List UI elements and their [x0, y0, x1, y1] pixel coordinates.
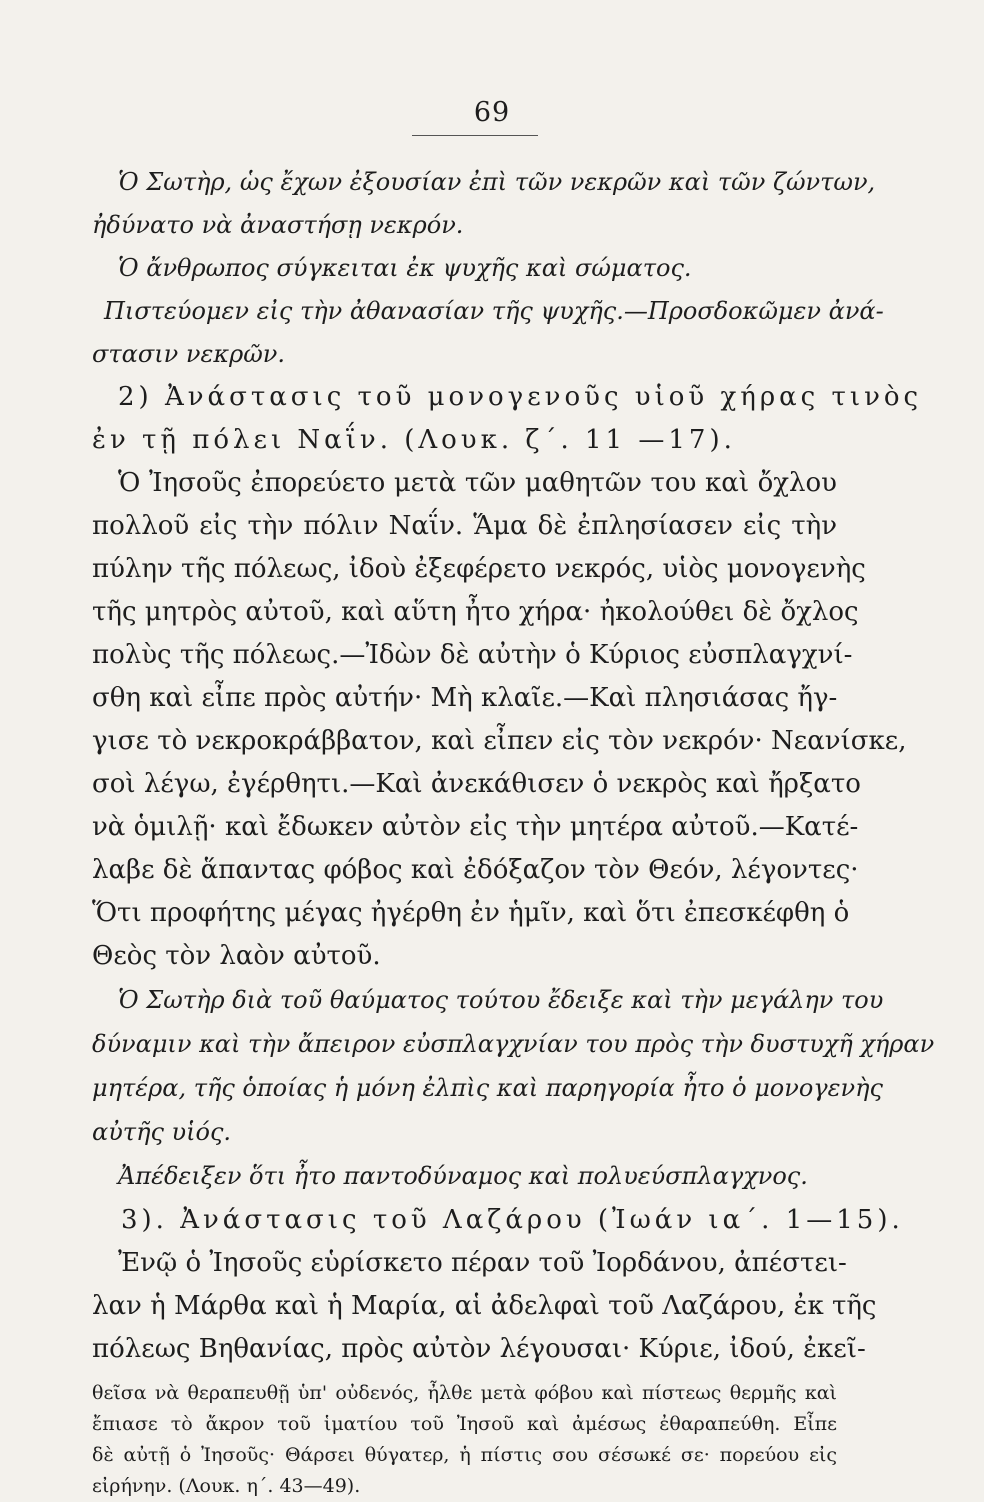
- text-line: πολὺς τῆς πόλεως.—Ἰδὼν δὲ αὐτὴν ὁ Κύριος εὐσπλαγχνί-: [92, 640, 853, 670]
- text-line: Ὁ ἄνθρωπος σύγκειται ἐκ ψυχῆς καὶ σώματος.: [118, 254, 692, 282]
- text-line: πολλοῦ εἰς τὴν πόλιν Ναΐν. Ἅμα δὲ ἐπλησίασεν εἰς τὴν: [92, 511, 837, 541]
- text-line: Ἐνῷ ὁ Ἰησοῦς εὑρίσκετο πέραν τοῦ Ἰορδάνου, ἀπέστει-: [118, 1248, 847, 1278]
- text-line: Ὁ Ἰησοῦς ἐπορεύετο μετὰ τῶν μαθητῶν του καὶ ὄχλου: [118, 468, 837, 498]
- text-line: τῆς μητρὸς αὐτοῦ, καὶ αὕτη ἦτο χήρα· ἠκολούθει δὲ ὄχλος: [92, 597, 859, 627]
- text-line: ἐν τῇ πόλει Ναΐν. (Λουκ. ζ΄. 11 —17).: [92, 425, 736, 455]
- text-line: νὰ ὁμιλῇ· καὶ ἔδωκεν αὐτὸν εἰς τὴν μητέρα αὐτοῦ.—Κατέ-: [92, 812, 859, 842]
- text-line: γισε τὸ νεκροκράββατον, καὶ εἶπεν εἰς τὸν νεκρόν· Νεανίσκε,: [92, 726, 907, 756]
- text-line: Ὅτι προφήτης μέγας ἠγέρθη ἐν ἡμῖν, καὶ ὅτι ἐπεσκέφθη ὁ: [92, 898, 850, 928]
- text-line: πύλην τῆς πόλεως, ἰδοὺ ἐξεφέρετο νεκρός, υἱὸς μονογενὴς: [92, 554, 866, 584]
- text-line: δύναμιν καὶ τὴν ἄπειρον εὐσπλαγχνίαν του πρὸς τὴν δυστυχῆ χήραν: [92, 1030, 935, 1058]
- text-line: πόλεως Βηθανίας, πρὸς αὐτὸν λέγουσαι· Κύριε, ἰδού, ἐκεῖ-: [92, 1334, 866, 1364]
- footnote-line: δὲ αὐτῇ ὁ Ἰησοῦς· Θάρσει θύγατερ, ἡ πίστις σου σέσωκέ σε· πορεύου εἰς: [92, 1444, 837, 1466]
- text-line: Ὁ Σωτὴρ, ὡς ἔχων ἐξουσίαν ἐπὶ τῶν νεκρῶν καὶ τῶν ζώντων,: [118, 168, 876, 196]
- text-line: Θεὸς τὸν λαὸν αὐτοῦ.: [92, 941, 381, 971]
- text-line: λαβε δὲ ἅπαντας φόβος καὶ ἐδόξαζον τὸν Θεόν, λέγοντες·: [92, 855, 859, 885]
- text-line: σθη καὶ εἶπε πρὸς αὐτήν· Μὴ κλαῖε.—Καὶ πλησιάσας ἤγ-: [92, 683, 838, 713]
- text-line: 3). Ἀνάστασις τοῦ Λαζάρου (Ἰωάν ια΄. 1—15).: [121, 1205, 904, 1235]
- text-line: 2) Ἀνάστασις τοῦ μονογενοῦς υἱοῦ χήρας τινὸς: [118, 382, 923, 412]
- text-line: Ὁ Σωτὴρ διὰ τοῦ θαύματος τούτου ἔδειξε καὶ τὴν μεγάλην του: [118, 986, 884, 1014]
- text-line: Πιστεύομεν εἰς τὴν ἀθανασίαν τῆς ψυχῆς.—Προσδοκῶμεν ἀνά-: [104, 297, 884, 325]
- header-rule: [412, 135, 538, 136]
- footnote-line: εἰρήνην. (Λουκ. η΄. 43—49).: [92, 1475, 361, 1497]
- text-line: μητέρα, τῆς ὁποίας ἡ μόνη ἐλπὶς καὶ παρηγορία ἦτο ὁ μονογενὴς: [92, 1074, 883, 1102]
- footnote-line: ἔπιασε τὸ ἄκρον τοῦ ἱματίου τοῦ Ἰησοῦ καὶ ἀμέσως ἐθαραπεύθη. Εἶπε: [92, 1413, 837, 1435]
- text-line: λαν ἡ Μάρθα καὶ ἡ Μαρία, αἱ ἀδελφαὶ τοῦ Λαζάρου, ἐκ τῆς: [92, 1291, 877, 1321]
- text-line: ἠδύνατο νὰ ἀναστήσῃ νεκρόν.: [92, 211, 464, 239]
- page-number: 69: [473, 97, 511, 128]
- footnote-line: θεῖσα νὰ θεραπευθῇ ὑπ' οὐδενός, ἦλθε μετὰ φόβου καὶ πίστεως θερμῆς καὶ: [92, 1382, 837, 1404]
- text-line: αὐτῆς υἱός.: [92, 1118, 232, 1146]
- text-line: Ἀπέδειξεν ὅτι ἦτο παντοδύναμος καὶ πολυεύσπλαγχνος.: [118, 1162, 808, 1190]
- text-line: σοὶ λέγω, ἐγέρθητι.—Καὶ ἀνεκάθισεν ὁ νεκρὸς καὶ ἤρξατο: [92, 769, 861, 799]
- text-line: στασιν νεκρῶν.: [92, 340, 285, 368]
